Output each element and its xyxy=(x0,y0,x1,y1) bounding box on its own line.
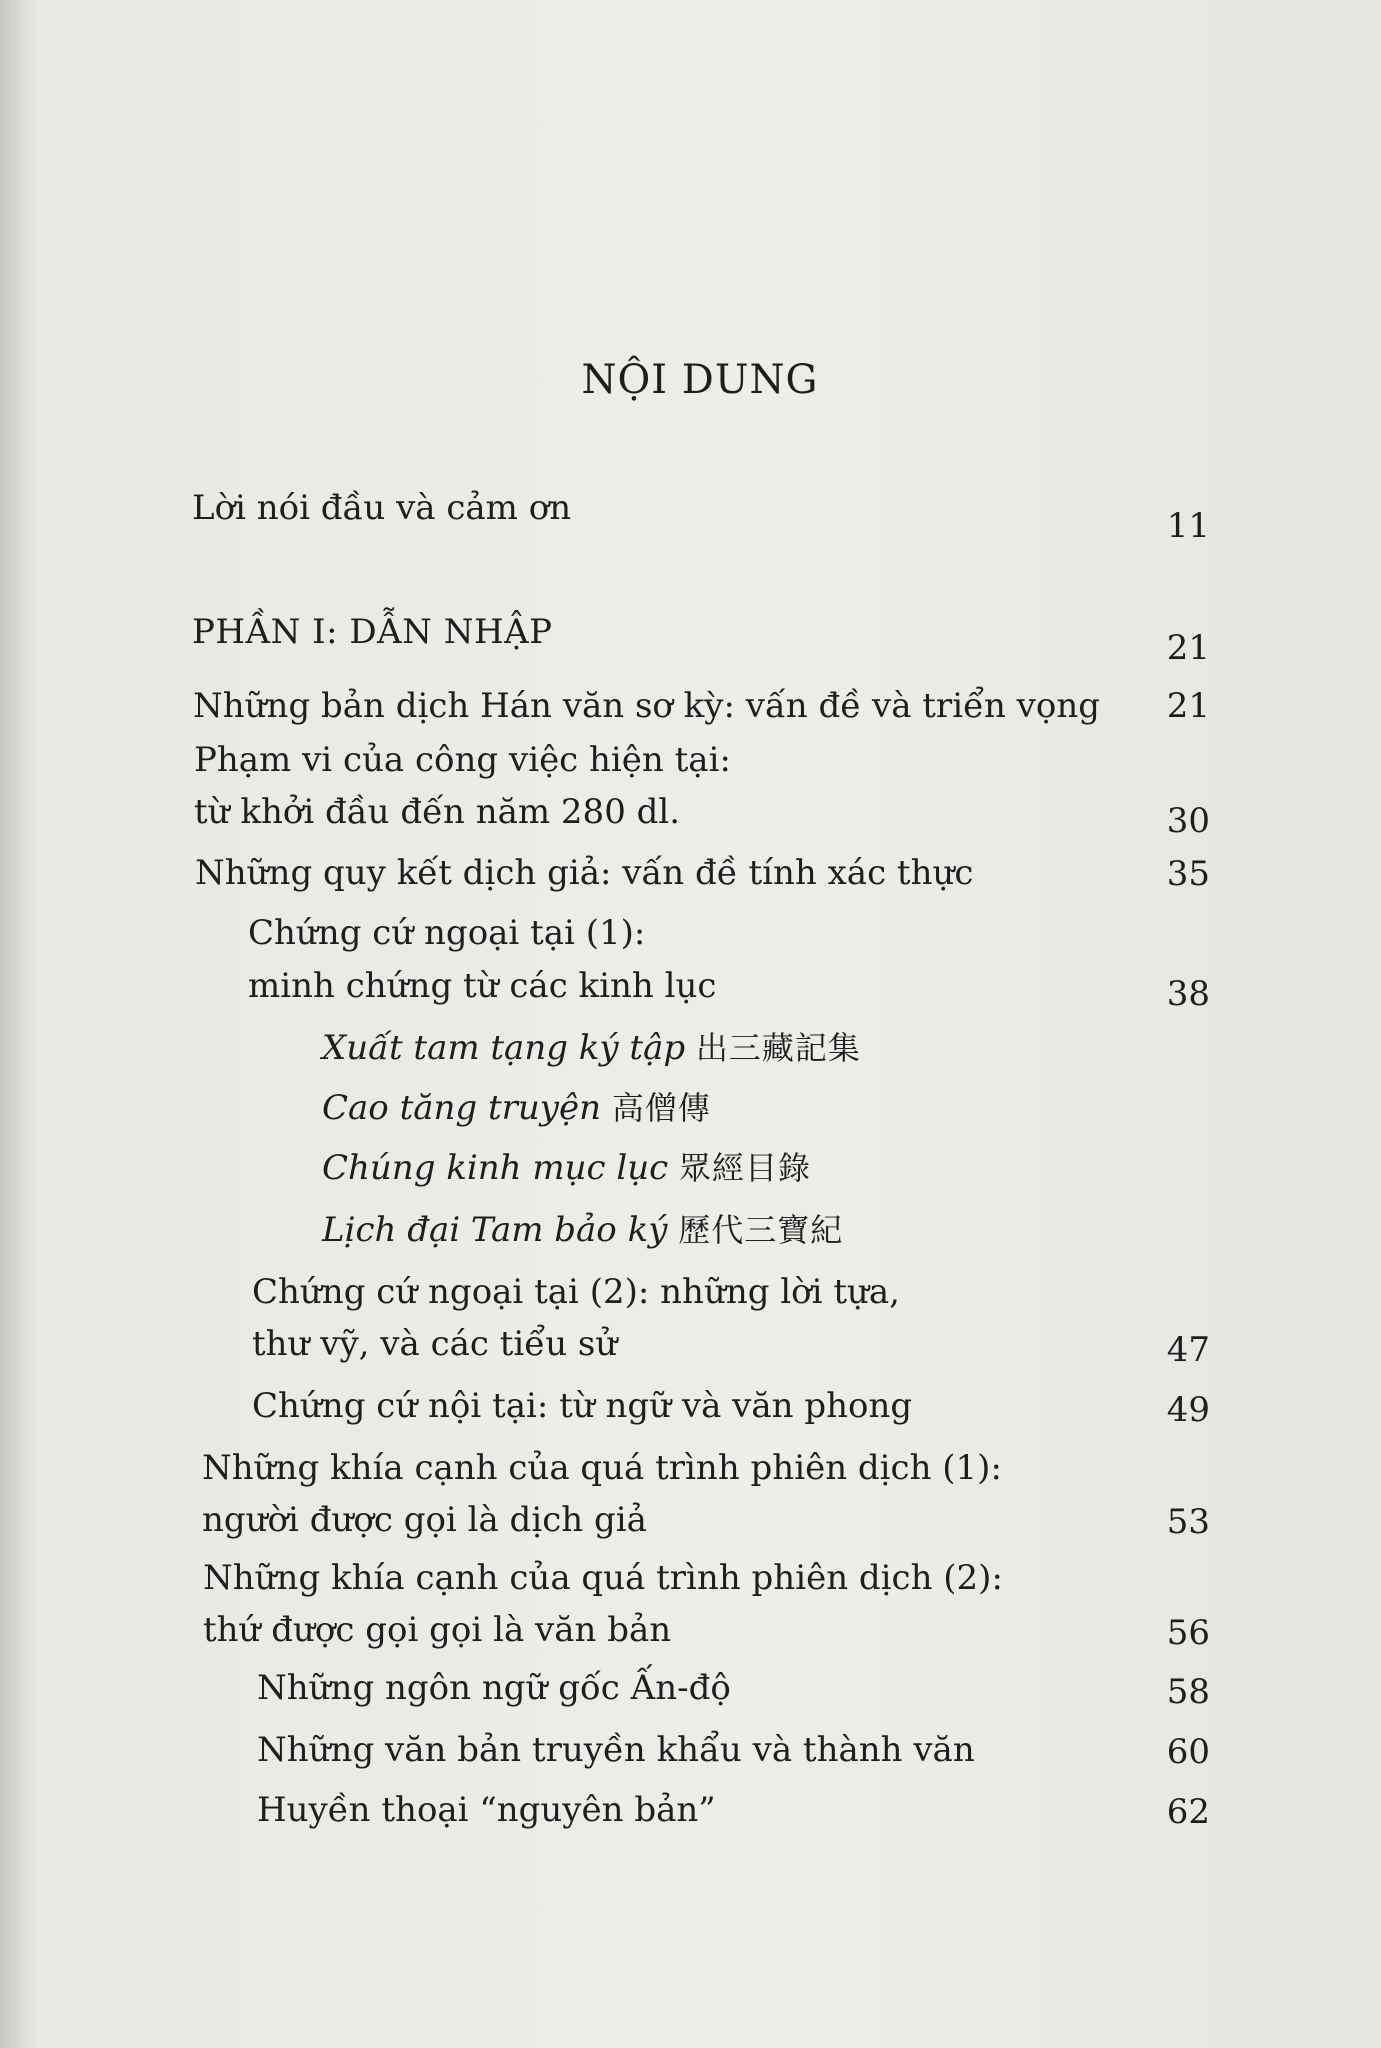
toc-entry-title xyxy=(322,1082,711,1134)
work-title: Xuất tam tạng ký tập xyxy=(322,1028,686,1068)
toc-entry-title-line2: từ khởi đầu đến năm 280 dl. xyxy=(194,792,681,832)
toc-entry-title-line2: minh chứng từ các kinh lục xyxy=(248,966,717,1006)
toc-entry-title xyxy=(322,1204,843,1256)
toc-entry-page: 53 xyxy=(1166,1502,1210,1542)
toc-entry-title-line2: thư vỹ, và các tiểu sử xyxy=(252,1324,618,1364)
toc-entry-page: 30 xyxy=(1166,801,1210,841)
toc-entry-title: Những bản dịch Hán văn sơ kỳ: vấn đề và triển vọng xyxy=(193,686,1101,726)
toc-entry-page: 38 xyxy=(1166,974,1210,1014)
toc-entry-page: 56 xyxy=(1166,1613,1210,1653)
work-title: Cao tăng truyện xyxy=(322,1088,602,1128)
toc-entry-title xyxy=(322,1022,861,1074)
work-title: Lịch đại Tam bảo ký xyxy=(322,1210,668,1250)
toc-entry-page: 21 xyxy=(1166,686,1210,726)
toc-entry-page: 21 xyxy=(1166,628,1210,668)
toc-entry-page: 35 xyxy=(1166,854,1210,894)
toc-entry-title-line2: người được gọi là dịch giả xyxy=(202,1500,647,1540)
toc-entry-title: Chứng cứ ngoại tại (1): xyxy=(248,913,646,953)
toc-entry-title: Chứng cứ nội tại: từ ngữ và văn phong xyxy=(252,1386,913,1426)
toc-entry-page: 60 xyxy=(1166,1732,1210,1772)
cjk-title: 出三藏記集 xyxy=(695,1029,861,1067)
toc-entry-page: 58 xyxy=(1166,1672,1210,1712)
toc-entry-page: 47 xyxy=(1166,1330,1210,1370)
toc-entry-title: Những khía cạnh của quá trình phiên dịch (2): xyxy=(203,1558,1003,1598)
toc-entry-title: Huyền thoại “nguyên bản” xyxy=(257,1790,716,1830)
toc-entry-title-line2: thứ được gọi gọi là văn bản xyxy=(203,1610,672,1650)
page-title: NỘI DUNG xyxy=(581,357,819,403)
toc-entry-title: Những ngôn ngữ gốc Ấn-độ xyxy=(257,1668,731,1708)
toc-entry-title: Những văn bản truyền khẩu và thành văn xyxy=(257,1730,975,1770)
toc-entry-title: Chứng cứ ngoại tại (2): những lời tựa, xyxy=(252,1272,900,1312)
toc-entry-page: 62 xyxy=(1166,1792,1210,1832)
toc-entry-title: Những quy kết dịch giả: vấn đề tính xác thực xyxy=(195,853,974,893)
toc-entry-title: PHẦN I: DẪN NHẬP xyxy=(192,612,553,652)
cjk-title: 歷代三寶紀 xyxy=(678,1211,844,1249)
toc-entry-page: 49 xyxy=(1166,1390,1210,1430)
work-title: Chúng kinh mục lục xyxy=(322,1148,669,1188)
toc-entry-title: Phạm vi của công việc hiện tại: xyxy=(194,740,731,780)
toc-entry-title: Những khía cạnh của quá trình phiên dịch (1): xyxy=(202,1448,1002,1488)
cjk-title: 高僧傳 xyxy=(611,1089,711,1127)
cjk-title: 眾經目錄 xyxy=(678,1149,811,1187)
toc-entry-title: Lời nói đầu và cảm ơn xyxy=(192,488,572,528)
toc-entry-title xyxy=(322,1142,811,1194)
toc-entry-page: 11 xyxy=(1166,506,1210,546)
